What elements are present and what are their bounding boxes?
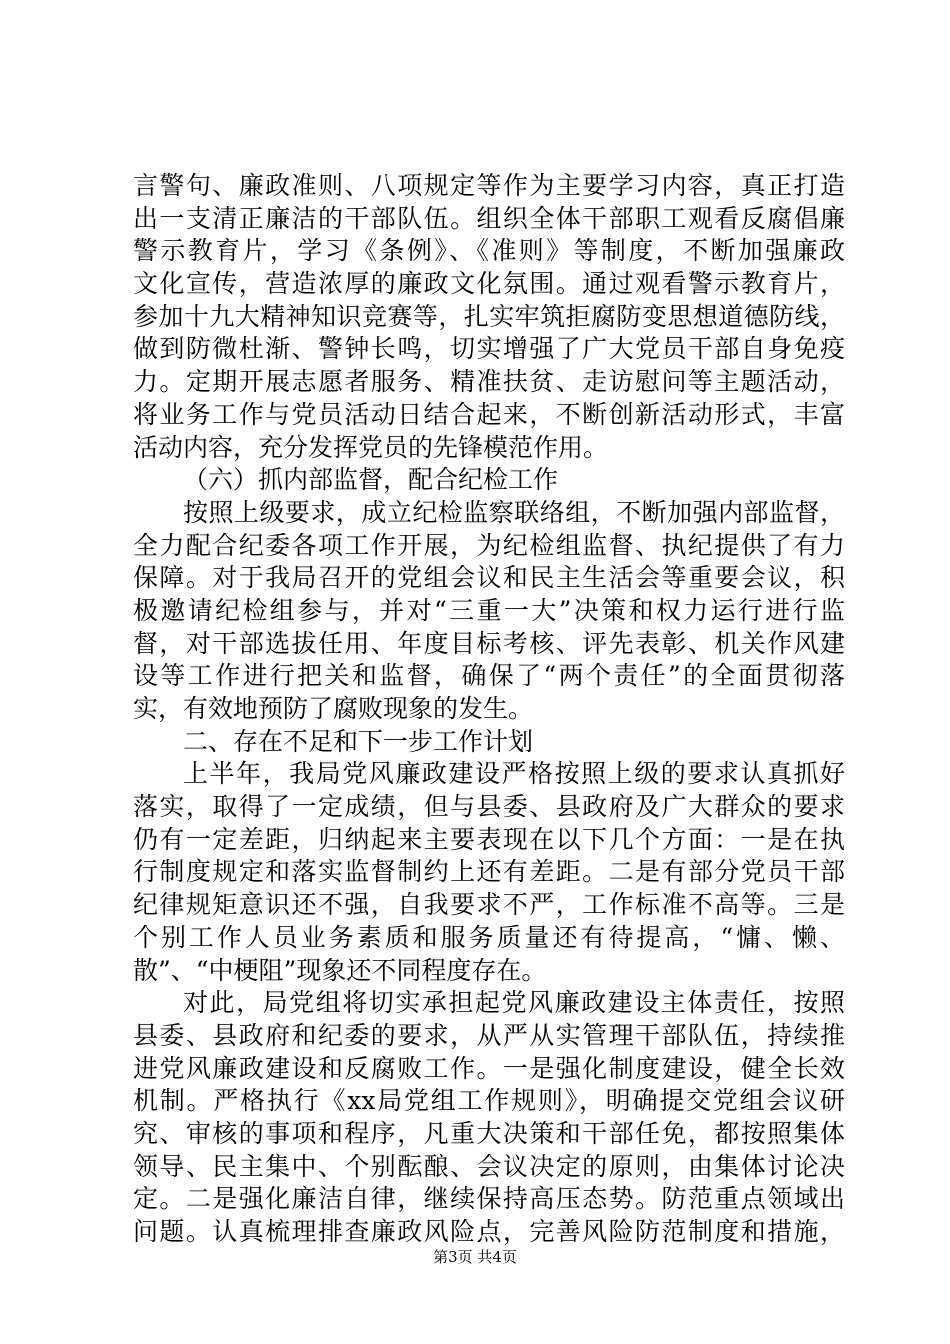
text-line: 保障。对于我局召开的党组会议和民主生活会等重要会议，积 bbox=[133, 563, 845, 593]
text-line: 按照上级要求，成立纪检监察联络组，不断加强内部监督， bbox=[183, 497, 845, 527]
text-line: 个别工作人员业务素质和服务质量还有待提高，“慵、懒、 bbox=[133, 922, 845, 952]
text-line: 落实，取得了一定成绩，但与县委、县政府及广大群众的要求 bbox=[133, 792, 845, 822]
text-line: 行制度规定和落实监督制约上还有差距。二是有部分党员干部 bbox=[133, 857, 845, 887]
text-line: 领导、民主集中、个别酝酿、会议决定的原则，由集体讨论决 bbox=[133, 1151, 845, 1181]
text-line: 参加十九大精神知识竞赛等，扎实牢筑拒腐防变思想道德防线， bbox=[133, 301, 845, 331]
text-line: 活动内容，充分发挥党员的先锋模范作用。 bbox=[133, 432, 609, 462]
text-line: 警示教育片，学习《条例》、《准则》等制度，不断加强廉政 bbox=[133, 236, 845, 266]
text-line: 实，有效地预防了腐败现象的发生。 bbox=[133, 694, 534, 723]
text-line: 进党风廉政建设和反腐败工作。一是强化制度建设，健全长效 bbox=[133, 1053, 845, 1083]
text-line: 文化宣传，营造浓厚的廉政文化氛围。通过观看警示教育片， bbox=[133, 269, 845, 299]
text-line: 散”、“中梗阻”现象还不同程度存在。 bbox=[133, 955, 547, 985]
text-line: 定。二是强化廉洁自律，继续保持高压态势。防范重点领域出 bbox=[133, 1184, 845, 1214]
text-line: 将业务工作与党员活动日结合起来，不断创新活动形式，丰富 bbox=[133, 399, 845, 429]
page-footer: 第3页 共4页 bbox=[433, 1248, 517, 1266]
text-line: 对此，局党组将切实承担起党风廉政建设主体责任，按照 bbox=[183, 988, 845, 1018]
text-line: 设等工作进行把关和监督，确保了“两个责任”的全面贯彻落 bbox=[133, 661, 845, 691]
text-line: 言警句、廉政准则、八项规定等作为主要学习内容，真正打造 bbox=[133, 171, 845, 200]
text-line: 全力配合纪委各项工作开展，为纪检组监督、执纪提供了有力 bbox=[133, 530, 845, 560]
text-line: 出一支清正廉洁的干部队伍。组织全体干部职工观看反腐倡廉 bbox=[133, 203, 845, 233]
text-line: 力。定期开展志愿者服务、精准扶贫、走访慰问等主题活动， bbox=[133, 367, 845, 397]
text-line: 机制。严格执行《xx局党组工作规则》，明确提交党组会议研 bbox=[133, 1086, 845, 1116]
text-line: 上半年，我局党风廉政建设严格按照上级的要求认真抓好 bbox=[183, 759, 845, 789]
text-line: 极邀请纪检组参与，并对“三重一大”决策和权力运行进行监 bbox=[133, 595, 845, 625]
section-heading: 二、存在不足和下一步工作计划 bbox=[183, 726, 534, 756]
section-heading: （六）抓内部监督，配合纪检工作 bbox=[183, 465, 559, 495]
document-body bbox=[133, 170, 845, 1249]
text-line: 督，对干部选拔任用、年度目标考核、评先表彰、机关作风建 bbox=[133, 628, 845, 658]
text-line: 究、审核的事项和程序，凡重大决策和干部任免，都按照集体 bbox=[133, 1118, 845, 1148]
text-line: 仍有一定差距，归纳起来主要表现在以下几个方面：一是在执 bbox=[133, 824, 845, 854]
text-line: 纪律规矩意识还不强，自我要求不严，工作标准不高等。三是 bbox=[133, 890, 845, 920]
text-line: 问题。认真梳理排查廉政风险点，完善风险防范制度和措施， bbox=[133, 1217, 845, 1246]
text-line: 县委、县政府和纪委的要求，从严从实管理干部队伍，持续推 bbox=[133, 1020, 845, 1050]
text-line: 做到防微杜渐、警钟长鸣，切实增强了广大党员干部自身免疫 bbox=[133, 334, 845, 364]
